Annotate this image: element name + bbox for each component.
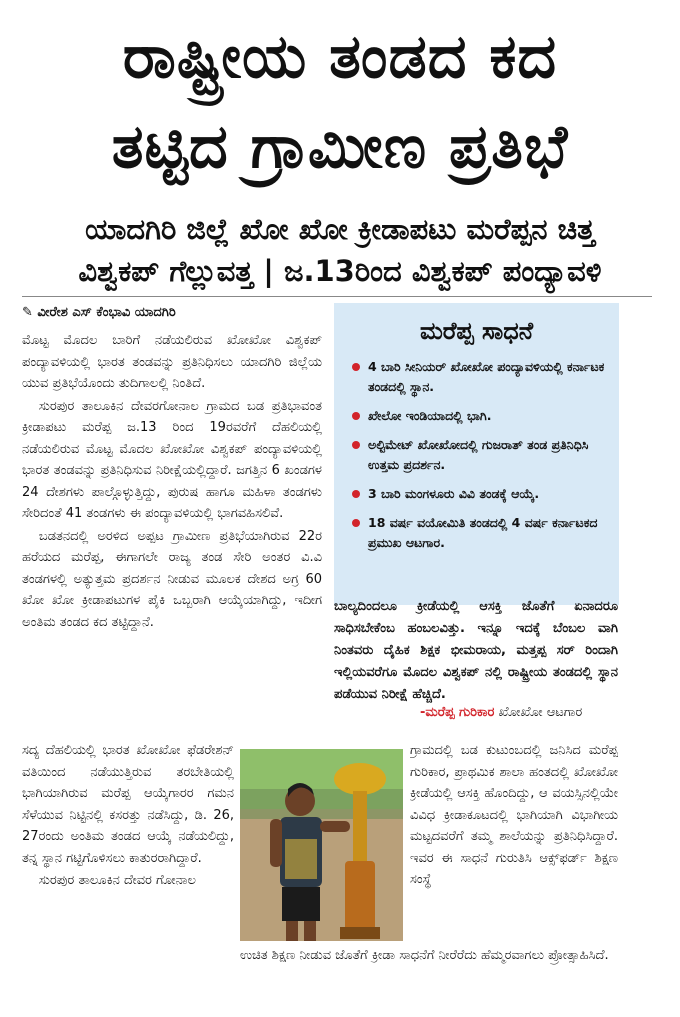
player-quote: ಬಾಲ್ಯದಿಂದಲೂ ಕ್ರೀಡೆಯಲ್ಲಿ ಆಸಕ್ತಿ ಜೊತೆಗೆ ಏನಾದರೂ ಸಾಧಿಸಬೇಕೆಂಬ ಹಂಬಲವಿತ್ತು. ಇನ್ನೂ ಇದಕ್ಕೆ ಬೆಂಬಲ ವಾಗಿ ನಿಂತವರು ದೈಹಿಕ ಶಿಕ್ಷಕ ಭೀಮರಾಯ, ಮತ್ತಪ್ಪ ಸರ್ ರಿಂದಾಗಿ ಇಲ್ಲಿಯವರೆಗೂ ಮೊದಲ ವಿಶ್ವಕಪ್ ನಲ್ಲಿ ರಾಷ್ಟ್ರೀಯ ತಂಡದಲ್ಲಿ ಸ್ಥಾನ ಪಡೆಯುವ ನಿರೀಕ್ಷೆ ಹೆಚ್ಚಿದೆ. (334, 599, 618, 702)
quote-attribution (420, 705, 582, 720)
headline-line-2: ತಟ್ಟಿದ ಗ್ರಾಮೀಣ ಪ್ರತಿಭೆ (111, 112, 569, 182)
achievements-title: ಮರೆಪ್ಪ ಸಾಧನೆ (419, 317, 534, 345)
player-photo (240, 749, 403, 941)
divider (22, 296, 652, 297)
quote-author-role: ಖೋಖೋ ಆಟಗಾರ (498, 705, 583, 720)
article-column-1 (22, 330, 322, 740)
list-item: ಖೇಲೋ ಇಂಡಿಯಾದಲ್ಲಿ ಭಾಗಿ. (352, 406, 610, 426)
bullet-icon (352, 519, 360, 527)
achievements-list (352, 357, 610, 562)
article-paragraph: ಸದ್ಯ ದೆಹಲಿಯಲ್ಲಿ ಭಾರತ ಖೋಖೋ ಫೆಡರೇಶನ್ ವತಿಯಿಂದ ನಡೆಯುತ್ತಿರುವ ತರಬೇತಿಯಲ್ಲಿ ಭಾಗಿಯಾಗಿರುವ ಮರೆಪ್ಪ ಆಯ್ಕೆಗಾರರ ಗಮನ ಸೆಳೆಯುವ ನಿಟ್ಟಿನಲ್ಲಿ ಕಸರತ್ತು ನಡೆಸಿದ್ದು, ಡಿ. 26, 27ರಂದು ಅಂತಿಮ ತಂಡದ ಆಯ್ಕೆ ನಡೆಯಲಿದ್ದು, ತನ್ನ ಸ್ಥಾನ ಗಟ್ಟಿಗೊಳಿಸಲು ಕಾತುರರಾಗಿದ್ದಾರೆ. (22, 743, 234, 866)
article-column-3 (240, 945, 618, 1005)
article-paragraph: ಉಚಿತ ಶಿಕ್ಷಣ ನೀಡುವ ಜೊತೆಗೆ ಕ್ರೀಡಾ ಸಾಧನೆಗೆ ನೀರೆರೆದು ಹೆಮ್ಮರವಾಗಲು ಪ್ರೋತ್ಸಾಹಿಸಿದೆ. (240, 948, 609, 963)
byline-text: ವೀರೇಶ ಎಸ್ ಕೆಂಭಾವಿ ಯಾದಗಿರಿ (37, 305, 176, 320)
article-paragraph: ಮೊಟ್ಟ ಮೊದಲ ಬಾರಿಗೆ ನಡೆಯಲಿರುವ ಖೋಖೋ ವಿಶ್ವಕಪ್ ಪಂದ್ಯಾವಳಿಯಲ್ಲಿ ಭಾರತ ತಂಡವನ್ನು ಪ್ರತಿನಿಧಿಸಲು ಯಾದಗಿರಿ ಜಿಲ್ಲೆಯ ಯುವ ಪ್ರತಿಭೆಯೊಂದು ತುದಿಗಾಲಲ್ಲಿ ನಿಂತಿದೆ. (22, 333, 322, 391)
article-paragraph: ಸುರಪುರ ತಾಲೂಕಿನ ದೇವರ ಗೋನಾಲ (38, 873, 196, 888)
byline (22, 305, 176, 320)
achievements-box (334, 303, 619, 605)
subheadline-line-2: ವಿಶ್ವಕಪ್ ಗೆಲ್ಲುವತ್ತ | ಜ.13ರಿಂದ ವಿಶ್ವಕಪ್ ಪಂದ್ಯಾವಳಿ (78, 254, 602, 288)
quote-author: -ಮರೆಪ್ಪ ಗುರಿಕಾರ (420, 705, 495, 720)
headline-line-1: ರಾಷ್ಟ್ರೀಯ ತಂಡದ ಕದ (122, 22, 558, 92)
list-item: 3 ಬಾರಿ ಮಂಗಳೂರು ವಿವಿ ತಂಡಕ್ಕೆ ಆಯ್ಕೆ. (352, 484, 610, 504)
article-column-1-continued (22, 740, 234, 1000)
article-column-2 (410, 740, 618, 950)
article-paragraph: ಸುರಪುರ ತಾಲೂಕಿನ ದೇವರಗೋನಾಲ ಗ್ರಾಮದ ಬಡ ಪ್ರತಿಭಾವಂತ ಕ್ರೀಡಾಪಟು ಮರೆಪ್ಪ ಜ.13 ರಿಂದ 19ರವರೆಗೆ ದೆಹಲಿಯಲ್ಲಿ ನಡೆಯಲಿರುವ ಮೊಟ್ಟ ಮೊದಲ ಖೋಖೋ ವಿಶ್ವಕಪ್ ಪಂದ್ಯಾವಳಿಯಲ್ಲಿ ಭಾರತ ತಂಡವನ್ನು ಪ್ರತಿನಿಧಿಸುವ ನಿರೀಕ್ಷೆಯಲ್ಲಿದ್ದಾರೆ. ಜಗತ್ತಿನ 6 ಖಂಡಗಳ 24 ದೇಶಗಳು ಪಾಲ್ಗೊಳ್ಳುತ್ತಿದ್ದು, ಪುರುಷ ಹಾಗೂ ಮಹಿಳಾ ತಂಡಗಳು ಸೇರಿದಂತೆ 41 ತಂಡಗಳು ಈ ಪಂದ್ಯಾವಳಿಯಲ್ಲಿ ಭಾಗವಹಿಸಲಿವೆ. (22, 398, 322, 521)
bullet-icon (352, 441, 360, 449)
list-item: 18 ವರ್ಷ ವಯೋಮಿತಿ ತಂಡದಲ್ಲಿ 4 ವರ್ಷ ಕರ್ನಾಟಕದ ಪ್ರಮುಖ ಆಟಗಾರ. (352, 513, 610, 553)
pen-icon: ✎ (22, 305, 38, 320)
bullet-icon (352, 412, 360, 420)
article-paragraph: ಗ್ರಾಮದಲ್ಲಿ ಬಡ ಕುಟುಂಬದಲ್ಲಿ ಜನಿಸಿದ ಮರೆಪ್ಪ ಗುರಿಕಾರ, ಪ್ರಾಥಮಿಕ ಶಾಲಾ ಹಂತದಲ್ಲಿ ಖೋಖೋ ಕ್ರೀಡೆಯಲ್ಲಿ ಆಸಕ್ತಿ ಹೊಂದಿದ್ದು, ಆ ವಯಸ್ಸಿನಲ್ಲಿಯೇ ವಿವಿಧ ಕ್ರೀಡಾಕೂಟದಲ್ಲಿ ಭಾಗಿಯಾಗಿ ವಿಭಾಗೀಯ ಮಟ್ಟದವರೆಗೆ ತಮ್ಮ ಶಾಲೆಯನ್ನು ಪ್ರತಿನಿಧಿಸಿದ್ದಾರೆ. ಇವರ ಈ ಸಾಧನೆ ಗುರುತಿಸಿ ಆಕ್ಸ್‌ಫರ್ಡ್ ಶಿಕ್ಷಣ ಸಂಸ್ಥೆ (410, 743, 618, 887)
list-item: ಅಲ್ಟಿಮೇಟ್ ಖೋಖೋದಲ್ಲಿ ಗುಜರಾತ್ ತಂಡ ಪ್ರತಿನಿಧಿಸಿ ಉತ್ತಮ ಪ್ರದರ್ಶನ. (352, 435, 610, 475)
player-with-trophy-illustration (240, 749, 403, 941)
bullet-icon (352, 490, 360, 498)
list-item: 4 ಬಾರಿ ಸೀನಿಯರ್ ಖೋಖೋ ಪಂದ್ಯಾವಳಿಯಲ್ಲಿ ಕರ್ನಾಟಕ ತಂಡದಲ್ಲಿ ಸ್ಥಾನ. (352, 357, 610, 397)
article-paragraph: ಬಡತನದಲ್ಲಿ ಅರಳಿದ ಅಪ್ಪಟ ಗ್ರಾಮೀಣ ಪ್ರತಿಭೆಯಾಗಿರುವ 22ರ ಹರೆಯದ ಮರೆಪ್ಪ, ಈಗಾಗಲೇ ರಾಜ್ಯ ತಂಡ ಸೇರಿ ಅಂತರ ವಿ.ವಿ ತಂಡಗಳಲ್ಲಿ ಅತ್ಯುತ್ತಮ ಪ್ರದರ್ಶನ ನೀಡುವ ಮೂಲಕ ದೇಶದ ಅಗ್ರ 60 ಖೋ ಖೋ ಕ್ರೀಡಾಪಟುಗಳ ಪೈಕಿ ಒಬ್ಬರಾಗಿ ಆಯ್ಕೆಯಾಗಿದ್ದು, ಇದೀಗ ಅಂತಿಮ ತಂಡದ ಕದ ತಟ್ಟಿದ್ದಾನೆ. (22, 528, 322, 630)
bullet-icon (352, 363, 360, 371)
subheadline-line-1: ಯಾದಗಿರಿ ಜಿಲ್ಲೆ ಖೋ ಖೋ ಕ್ರೀಡಾಪಟು ಮರೆಪ್ಪನ ಚಿತ್ತ (85, 212, 595, 246)
